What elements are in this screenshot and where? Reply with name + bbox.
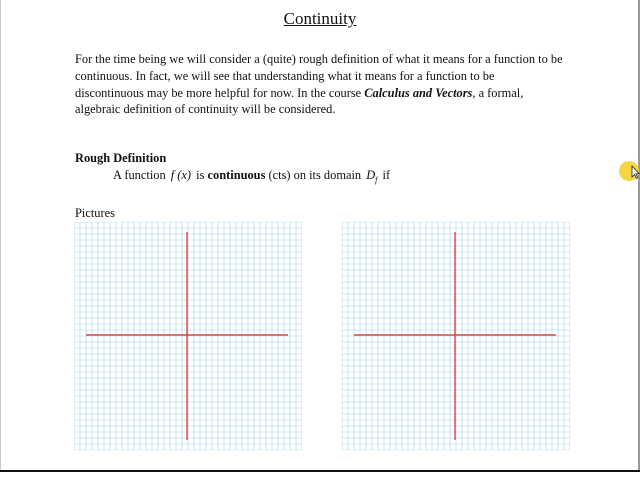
continuous-term: continuous <box>207 168 266 182</box>
rough-definition-heading: Rough Definition <box>75 151 167 165</box>
graph-grid-right <box>342 222 570 450</box>
pictures-label: Pictures <box>75 206 115 220</box>
rough-text-a: A function <box>113 168 166 182</box>
page-title: Continuity <box>283 9 357 28</box>
rough-definition-statement <box>113 168 390 184</box>
graph-grid-left <box>74 222 302 450</box>
intro-paragraph <box>75 51 565 118</box>
intro-text-start: For the time being we will consider a (quite) rough definition of what it means for a function to be continuous. In fact, we will see that understanding what it means for a function to be discontinuous may be more helpful for now. In the course <box>75 52 563 100</box>
rough-text-cts: (cts) on its domain <box>268 168 362 182</box>
course-name: Calculus and Vectors <box>364 85 473 100</box>
function-notation: f (x) <box>170 168 192 182</box>
rough-text-is: is <box>196 168 205 182</box>
mouse-pointer-icon <box>618 160 640 182</box>
left-border <box>0 0 1 480</box>
intro-text-end: , a formal, algebraic definition of continuity will be considered. <box>75 85 524 117</box>
rough-text-if: if <box>382 168 391 182</box>
domain-symbol: $D_f$ <box>366 168 378 185</box>
bottom-border <box>0 470 640 482</box>
